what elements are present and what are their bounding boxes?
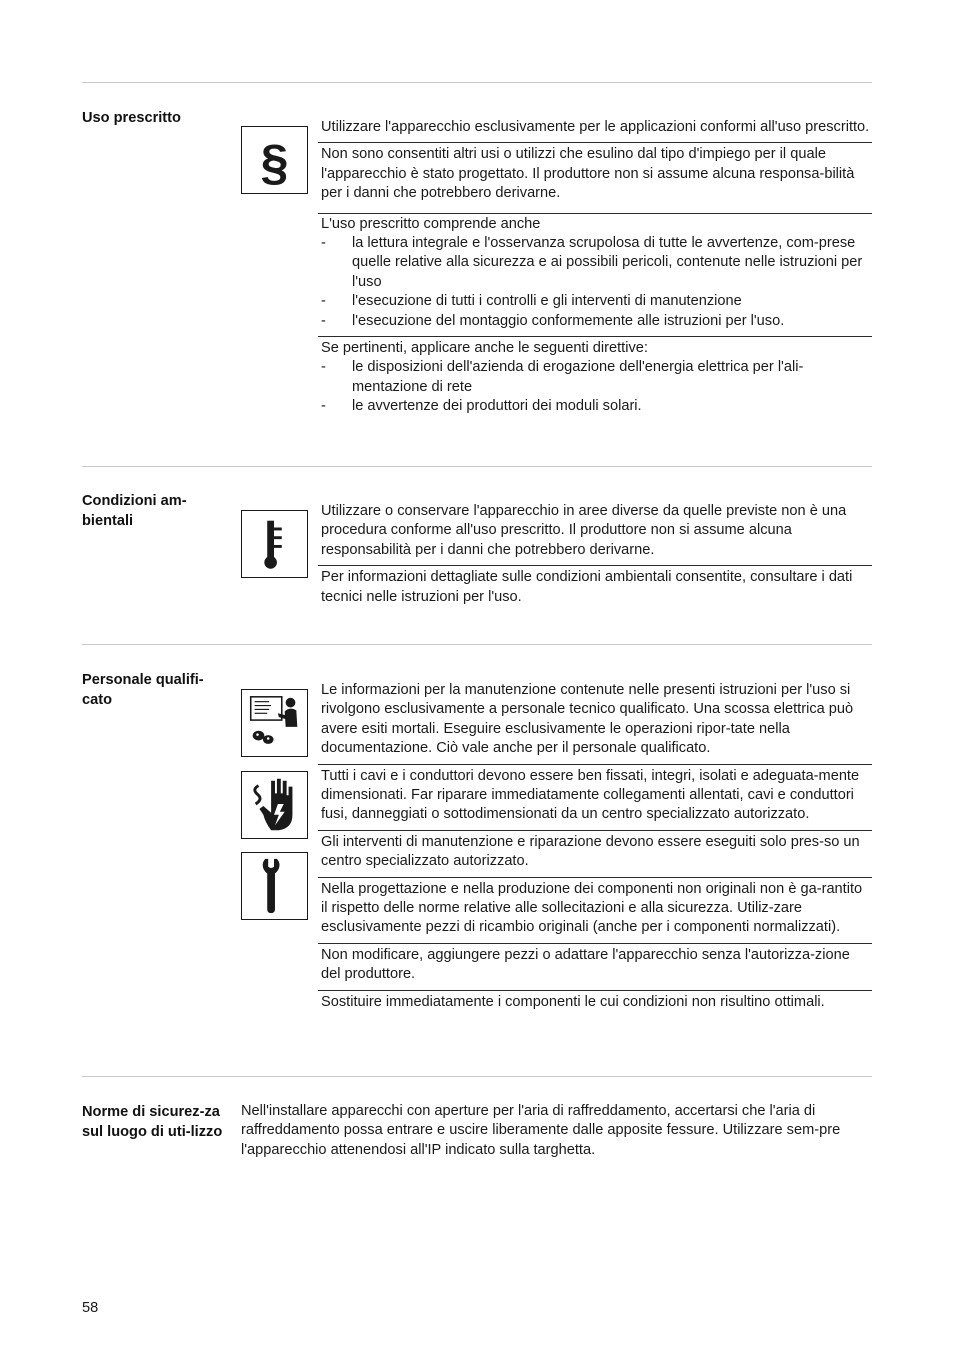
text-block bbox=[318, 830, 872, 872]
text-block bbox=[318, 943, 872, 985]
paragraph: Nella progettazione e nella produzione dei componenti non originali non è ga-rantito il rispetto delle norme relative alle sollecitazioni e alla sicurezza. Utiliz-zare esclusivamente pezzi di ricambio originali (anche per i componenti normalizzati). bbox=[321, 880, 863, 936]
text-block bbox=[318, 336, 872, 417]
condizioni-content bbox=[318, 502, 872, 607]
paragraph: Tutti i cavi e i conduttori devono essere ben fissati, integri, isolati e adeguata-mente dimensionati. Far riparare immediatamente collegamenti allentati, cavi e conduttori fusi, danneggiati o sottodimensionati da un centro specializzato autorizzato. bbox=[321, 767, 860, 823]
section-title-norme-sicurezza: Norme di sicurez-za sul luogo di uti-lizzo bbox=[82, 1104, 223, 1140]
bullet-dash: - bbox=[321, 359, 326, 376]
section-title-uso-prescritto: Uso prescritto bbox=[82, 110, 181, 126]
page-number: 58 bbox=[82, 1300, 99, 1316]
text-block bbox=[318, 764, 872, 825]
paragraph-icon bbox=[241, 126, 308, 194]
paragraph: Gli interventi di manutenzione e riparazione devono essere eseguiti solo pres-so un centro specializzato autorizzato. bbox=[321, 833, 860, 870]
list-item-text: le avvertenze dei produttori dei moduli solari. bbox=[352, 398, 642, 415]
paragraph: Per informazioni dettagliate sulle condizioni ambientali consentite, consultare i dati tecnici nelle istruzioni per l'uso. bbox=[321, 569, 853, 605]
paragraph: Se pertinenti, applicare anche le seguenti direttive: bbox=[321, 340, 648, 357]
personale-content bbox=[318, 681, 872, 1012]
norme-content bbox=[241, 1102, 872, 1160]
section-divider bbox=[82, 466, 872, 467]
thermometer-icon bbox=[241, 510, 308, 578]
uso-prescritto-content bbox=[318, 118, 872, 417]
bullet-dash: - bbox=[321, 398, 326, 415]
list-item bbox=[321, 397, 872, 416]
text-block bbox=[318, 213, 872, 331]
paragraph: Non modificare, aggiungere pezzi o adattare l'apparecchio senza l'autorizza-zione del produttore. bbox=[321, 946, 850, 983]
section-divider bbox=[82, 1076, 872, 1077]
paragraph: Le informazioni per la manutenzione contenute nelle presenti istruzioni per l'uso si rivolgono esclusivamente a personale tecnico qualificato. Una scossa elettrica può avere esiti mortali. Eseguire esclusivamente le operazioni ripor-tate nella documentazione. Ciò vale anche per il personale qualificato. bbox=[321, 682, 854, 757]
list-item-text: l'esecuzione di tutti i controlli e gli interventi di manutenzione bbox=[352, 293, 742, 310]
section-divider bbox=[82, 82, 872, 83]
paragraph: Sostituire immediatamente i componenti le cui condizioni non risultino ottimali. bbox=[321, 993, 825, 1010]
paragraph: Non sono consentiti altri usi o utilizzi che esulino dal tipo d'impiego per il quale l'apparecchio è stato progettato. Il produttore non si assume alcuna responsa-bilità per i danni che potrebbero derivarne. bbox=[321, 146, 855, 202]
svg-text:§: § bbox=[260, 133, 289, 191]
paragraph: Utilizzare l'apparecchio esclusivamente per le applicazioni conformi all'uso prescritto. bbox=[321, 119, 870, 135]
bullet-dash: - bbox=[321, 293, 326, 310]
wrench-icon bbox=[241, 852, 308, 920]
list-item bbox=[321, 312, 872, 331]
list-item bbox=[321, 358, 872, 397]
section-title-condizioni-ambientali: Condizioni am-bientali bbox=[82, 493, 187, 529]
section-title-personale-qualificato: Personale qualifi-cato bbox=[82, 672, 204, 708]
text-block bbox=[318, 118, 872, 137]
paragraph: L'uso prescritto comprende anche bbox=[321, 215, 541, 232]
section-divider bbox=[82, 644, 872, 645]
bullet-dash: - bbox=[321, 235, 326, 252]
text-block bbox=[318, 502, 872, 560]
text-block bbox=[318, 565, 872, 607]
text-block bbox=[318, 990, 872, 1012]
list-item bbox=[321, 234, 872, 292]
list-item-text: l'esecuzione del montaggio conformemente alle istruzioni per l'uso. bbox=[352, 312, 785, 329]
read-manual-icon bbox=[241, 689, 308, 757]
text-block bbox=[318, 142, 872, 203]
electric-shock-hand-icon bbox=[241, 771, 308, 839]
paragraph: Utilizzare o conservare l'apparecchio in aree diverse da quelle previste non è una procedura conforme all'uso prescritto. Il produttore non si assume alcuna responsabilità per i danni che potrebbero derivarne. bbox=[321, 503, 847, 558]
list-item-text: le disposizioni dell'azienda di erogazione dell'energia elettrica per l'ali-mentazione di rete bbox=[352, 359, 804, 395]
list-item-text: la lettura integrale e l'osservanza scrupolosa di tutte le avvertenze, com-prese quelle relative alla sicurezza e ai possibili pericoli, contenute nelle istruzioni per l'uso bbox=[352, 235, 863, 290]
bullet-dash: - bbox=[321, 312, 326, 329]
text-block bbox=[318, 877, 872, 938]
list-item bbox=[321, 292, 872, 311]
text-block bbox=[318, 681, 872, 759]
paragraph: Nell'installare apparecchi con aperture per l'aria di raffreddamento, accertarsi che l'aria di raffreddamento possa entrare e uscire liberamente dalle apposite fessure. Utilizzare sem-pre l'apparecchio attenendosi all'IP indicato sulla targhetta. bbox=[241, 1103, 841, 1158]
